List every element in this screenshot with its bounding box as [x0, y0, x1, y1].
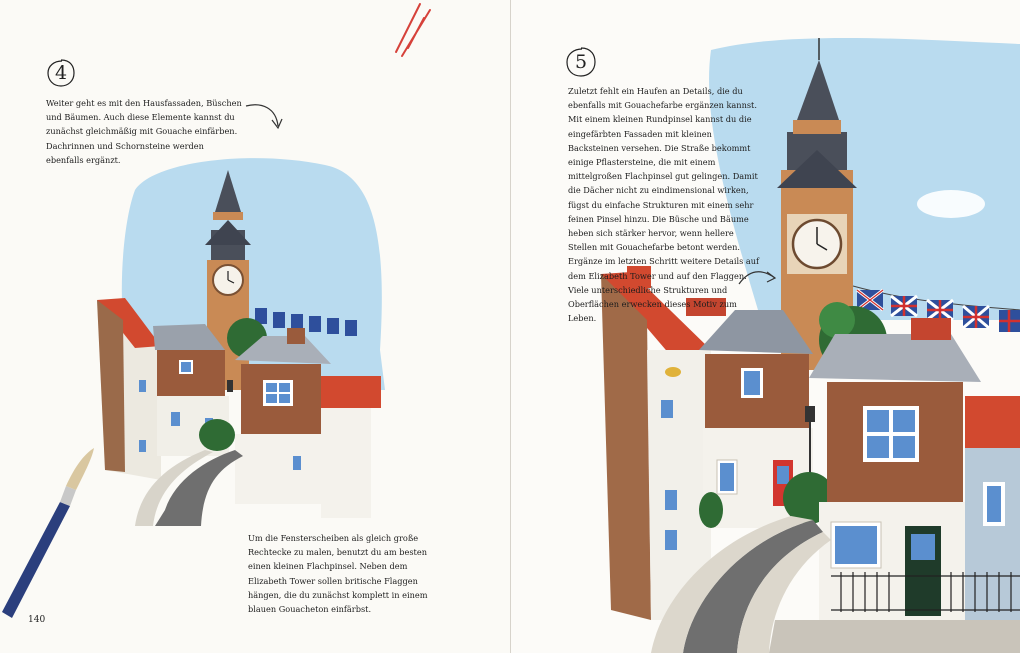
step-number-circle	[565, 46, 597, 78]
body-paragraph: Zuletzt fehlt ein Haufen an Details, die du ebenfalls mit Gouachefarbe ergänzen kannst. Mit einem kleinen Rundpinsel kannst du die eingefärbten Fassaden mit kleinen Backsteinen versehen. Die Straße bekommt einige Pflastersteine, die mit einem mittelgroßen Flachpinsel gut gelingen. Damit die Dächer nicht zu eindimensional wirken, fügst du einfache Strukturen mit einem sehr feinen Pinsel hinzu. Die Büsche und Bäume heben sich stärker hervor, wenn hellere Stellen mit Gouachefarbe betont werden. Ergänze im letzten Schritt weitere Details auf dem Elizabeth Tower und auf den Flaggen. Viele unterschiedliche Strukturen und Oberflächen erwecken dieses Motiv zum Leben.	[568, 86, 760, 324]
right-page	[511, 0, 1020, 653]
curved-arrow-icon	[737, 264, 777, 290]
brush-icon	[0, 440, 100, 620]
step-number-label: 4	[54, 62, 68, 84]
illustration-step-4	[95, 150, 395, 530]
page-number: 140	[28, 615, 46, 625]
step-number-label: 5	[574, 51, 588, 73]
caption-paragraph: Um die Fensterscheiben als gleich große Rechtecke zu malen, benutzt du am besten einen kleinen Flachpinsel. Neben dem Elizabeth Tower sollen britische Flaggen hängen, die du zunächst komplett in einem blauen Gouacheton einfärbst.	[248, 533, 428, 615]
pencil-stroke-icon	[390, 0, 440, 60]
curved-arrow-icon	[244, 100, 286, 132]
step-number-circle	[46, 58, 76, 88]
intro-paragraph: Weiter geht es mit den Hausfassaden, Büschen und Bäumen. Auch diese Elemente kannst du zunächst gleichmäßig mit Gouache einfärben. Dachrinnen und Schornsteine werden ebenfalls ergänzt.	[46, 98, 242, 165]
